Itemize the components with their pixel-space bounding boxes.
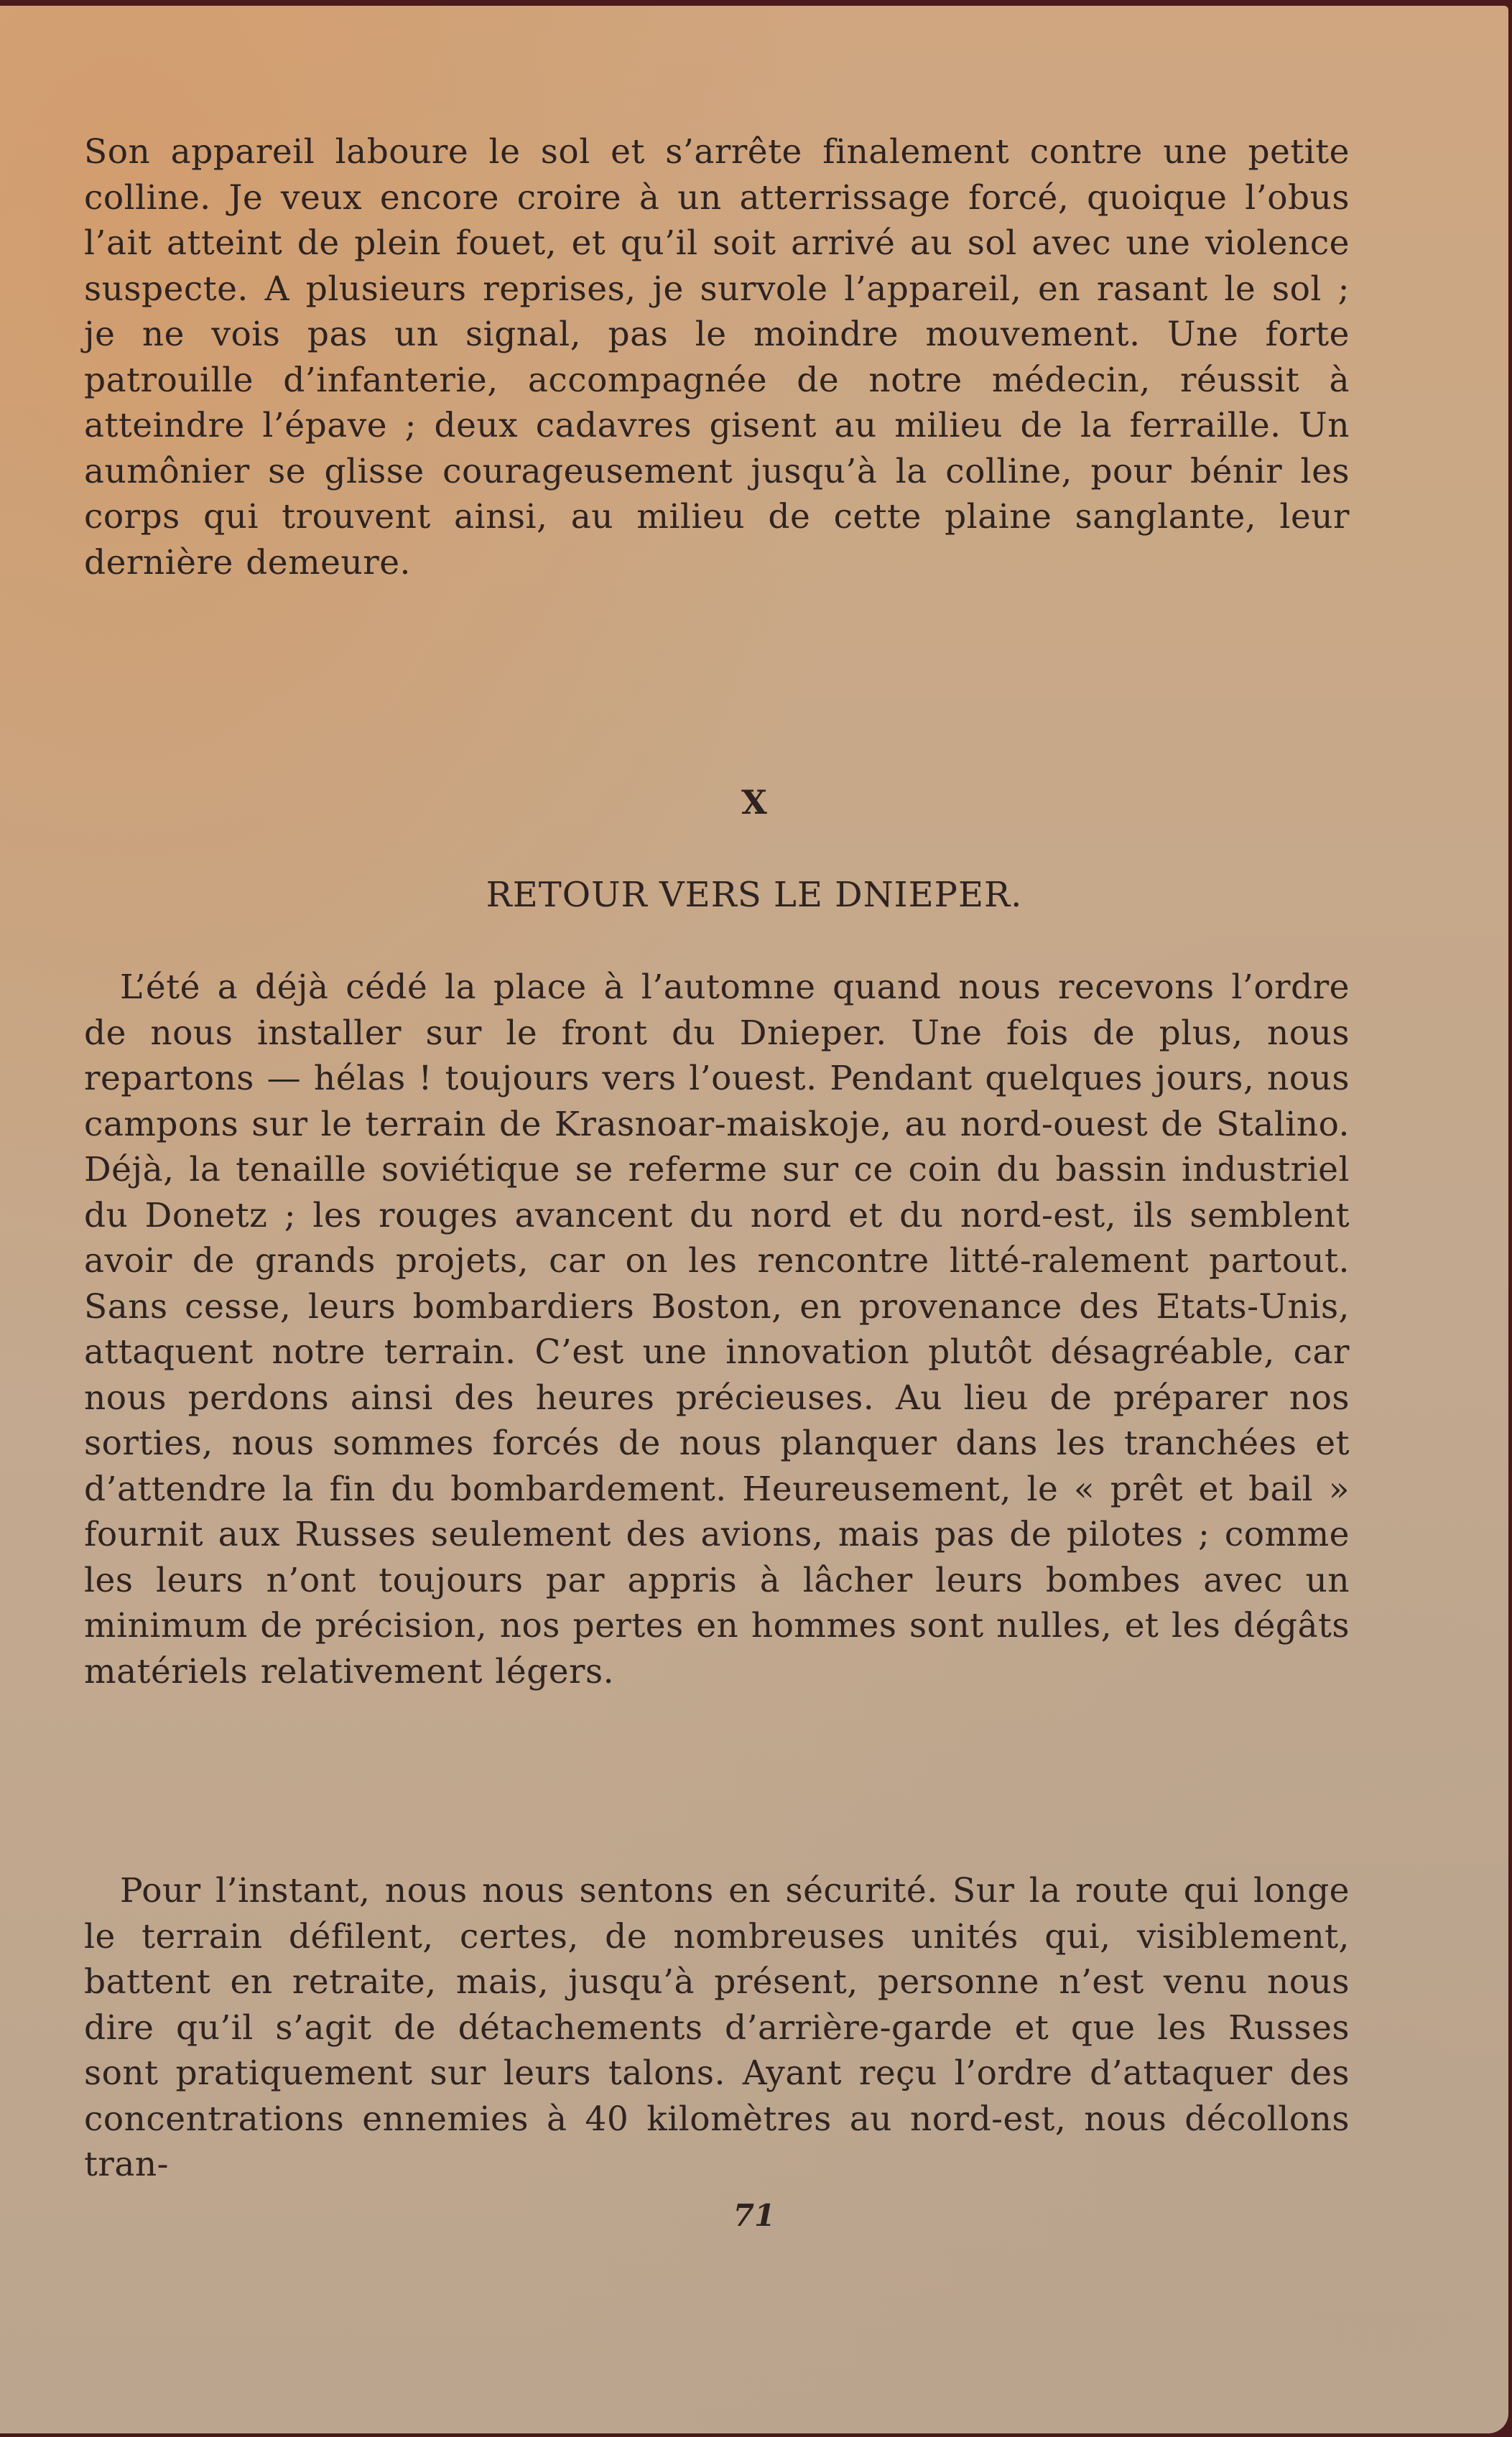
chapter-number: X xyxy=(741,783,767,822)
book-page xyxy=(0,6,1508,2433)
chapter-title: RETOUR VERS LE DNIEPER. xyxy=(486,875,1023,915)
continuing-paragraph xyxy=(84,129,1350,585)
paragraph-text: Son appareil laboure le sol et s’arrête finalement contre une petite colline. Je veux encore croire à un atterrissage forcé, quoique l’obus l’ait atteint de plein fouet, et qu’il soit arrivé au sol avec une violence suspecte. A plusieurs reprises, je survole l’appareil, en rasant le sol ; je ne vois pas un signal, pas le moindre mouvement. Une forte patrouille d’infanterie, accompagnée de notre médecin, réussit à atteindre l’épave ; deux cadavres gisent au milieu de la ferraille. Un aumônier se glisse courageusement jusqu’à la colline, pour bénir les corps qui trouvent ainsi, au milieu de cette plaine sanglante, leur dernière demeure. xyxy=(84,132,1350,582)
page-number: 71 xyxy=(733,2198,776,2233)
chapter-paragraph-1 xyxy=(84,965,1350,1694)
paragraph-text: L’été a déjà cédé la place à l’automne quand nous recevons l’ordre de nous installer sur le front du Dnieper. Une fois de plus, nous repartons — hélas ! toujours vers l’ouest. Pendant quelques jours, nous campons sur le terrain de Krasnoar-maiskoje, au nord-ouest de Stalino. Déjà, la tenaille soviétique se referme sur ce coin du bassin industriel du Donetz ; les rouges avancent du nord et du nord-est, ils semblent avoir de grands projets, car on les rencontre litté-ralement partout. Sans cesse, leurs bombardiers Boston, en provenance des Etats-Unis, attaquent notre terrain. C’est une innovation plutôt désagréable, car nous perdons ainsi des heures précieuses. Au lieu de préparer nos sorties, nous sommes forcés de nous planquer dans les tranchées et d’attendre la fin du bombardement. Heureusement, le « prêt et bail » fournit aux Russes seulement des avions, mais pas de pilotes ; comme les leurs n’ont toujours par appris à lâcher leurs bombes avec un minimum de précision, nos pertes en hommes sont nulles, et les dégâts matériels relativement légers. xyxy=(84,967,1350,1691)
chapter-paragraph-2 xyxy=(84,1868,1350,2188)
paragraph-text: Pour l’instant, nous nous sentons en sécurité. Sur la route qui longe le terrain défilent, certes, de nombreuses unités qui, visiblement, battent en retraite, mais, jusqu’à présent, personne n’est venu nous dire qu’il s’agit de détachements d’arrière-garde et que les Russes sont pratiquement sur leurs talons. Ayant reçu l’ordre d’attaquer des concentrations ennemies à 40 kilomètres au nord-est, nous décollons tran- xyxy=(84,1871,1350,2184)
